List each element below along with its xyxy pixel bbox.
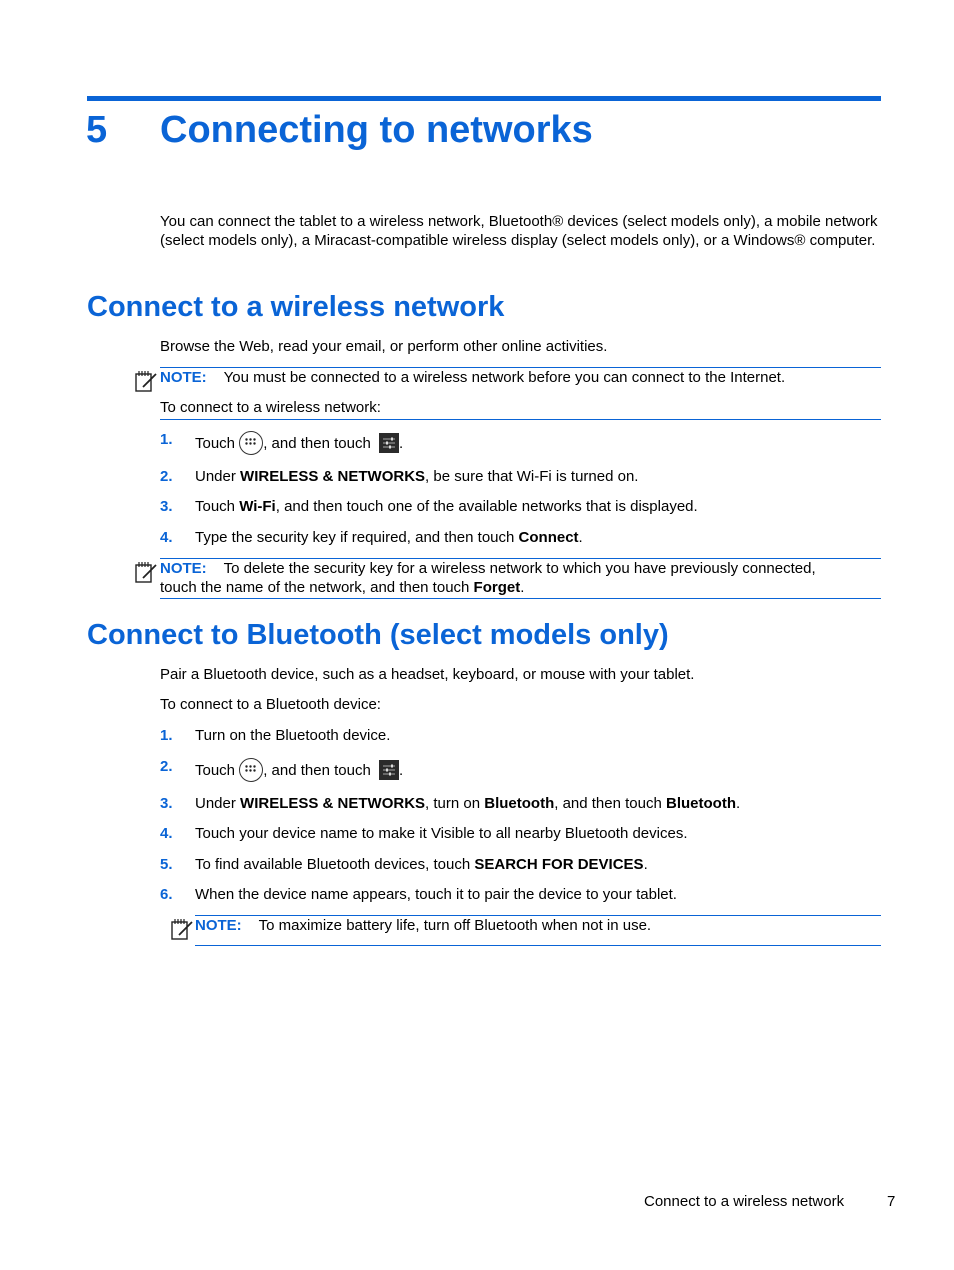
settings-icon [379,433,399,453]
step-text: Touch [195,434,236,452]
step-bold: Wi-Fi [239,498,276,515]
note-label: NOTE: [160,560,207,577]
bluetooth-intro: Pair a Bluetooth device, such as a headset, keyboard, or mouse with your tablet. [160,666,695,683]
list-item [195,855,885,874]
chapter-intro: You can connect the tablet to a wireless network, Bluetooth® devices (select models only), a mobile network (select models only), a Miracast-compatible wireless display (select models only), or a Windows® computer. [160,213,878,249]
list-item [195,759,885,783]
list-item: Touch your device name to make it Visible to all nearby Bluetooth devices. [195,825,688,842]
list-item [195,528,885,547]
step-bold: Connect [518,529,579,546]
step-text: Under [195,468,241,485]
note-line-2 [160,578,880,597]
note-label: NOTE: [195,917,242,934]
step-bold: WIRELESS & NETWORKS [240,795,426,812]
step-number: 6. [160,886,173,903]
all-apps-icon [239,431,263,455]
step-text: Touch [195,761,236,779]
step-text: Type the security key if required, and then touch [195,529,519,546]
step-number: 4. [160,825,173,842]
note-text: To maximize battery life, turn off Bluetooth when not in use. [258,917,652,934]
note-line-1 [160,559,880,578]
note-text: To delete the security key for a wireless network to which you have previously connected, [223,560,816,577]
list-item: Turn on the Bluetooth device. [195,727,391,744]
all-apps-icon [239,758,263,782]
step-text: Under [195,795,241,812]
step-text: . [398,434,404,452]
step-text: , and then touch [263,434,371,452]
step-text: , be sure that Wi-Fi is turned on. [425,468,639,485]
section-heading-bluetooth: Connect to Bluetooth (select models only) [87,619,669,651]
note-icon [134,560,158,588]
note-bottom-rule [160,419,881,420]
note-icon [134,369,158,397]
note-forget-network [160,559,880,597]
note-text: . [520,579,525,596]
note-text: You must be connected to a wireless network before you can connect to the Internet. [223,369,786,386]
step-text: To find available Bluetooth devices, touch [195,856,475,873]
settings-icon [379,760,399,780]
step-text: , and then touch [554,795,666,812]
step-bold: Bluetooth [666,795,736,812]
step-number: 3. [160,795,173,812]
section-heading-wireless: Connect to a wireless network [87,291,505,323]
bluetooth-lead: To connect to a Bluetooth device: [160,696,381,713]
step-text: , turn on [425,795,485,812]
step-bold: Bluetooth [484,795,555,812]
note-text: touch the name of the network, and then touch [160,579,474,596]
step-number: 2. [160,468,173,485]
step-text: . [643,856,648,873]
note-bold: Forget [473,579,521,596]
list-item [195,432,885,456]
step-number: 1. [160,431,173,448]
list-item [195,794,885,813]
list-item: When the device name appears, touch it to pair the device to your tablet. [195,886,677,903]
step-number: 5. [160,856,173,873]
step-text: , and then touch one of the available networks that is displayed. [275,498,698,515]
wireless-intro: Browse the Web, read your email, or perform other online activities. [160,338,608,355]
footer-section-title: Connect to a wireless network [644,1193,845,1210]
step-text: . [578,529,583,546]
step-bold: WIRELESS & NETWORKS [240,468,426,485]
page-number: 7 [887,1193,896,1210]
step-text: . [398,761,404,779]
step-number: 4. [160,529,173,546]
step-bold: SEARCH FOR DEVICES [474,856,644,873]
step-text: . [735,795,741,812]
chapter-number: 5 [86,109,108,151]
list-item [195,467,885,486]
note-bottom-rule [195,945,881,946]
wireless-lead: To connect to a wireless network: [160,399,381,416]
list-item [195,497,885,516]
chapter-rule [87,96,881,101]
chapter-title: Connecting to networks [160,109,593,151]
step-number: 3. [160,498,173,515]
note-icon [170,917,194,945]
step-number: 1. [160,727,173,744]
note-wireless-internet [160,368,880,387]
note-bottom-rule [160,598,881,599]
note-battery [195,916,881,935]
step-text: , and then touch [263,761,371,779]
note-label: NOTE: [160,369,207,386]
step-text: Touch [195,498,240,515]
step-number: 2. [160,758,173,775]
